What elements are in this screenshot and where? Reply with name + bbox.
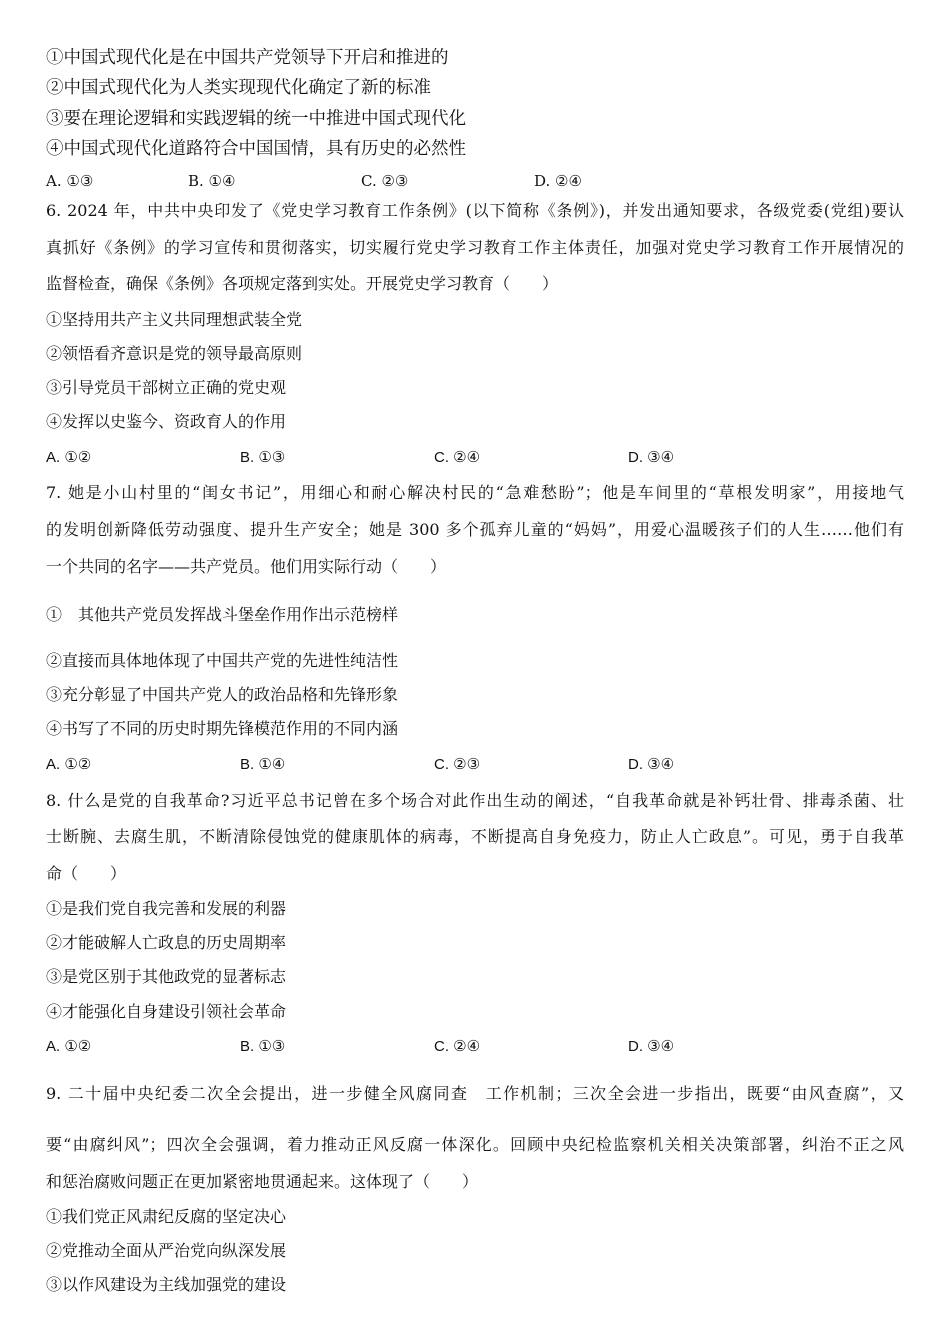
q6-stem-line-3: 监督检查，确保《条例》各项规定落到实处。开展党史学习教育（ ） <box>46 274 559 293</box>
q5-item-1: ①中国式现代化是在中国共产党领导下开启和推进的 <box>46 48 449 68</box>
q8-item-1: ①是我们党自我完善和发展的利器 <box>46 899 287 918</box>
q8-stem-line-1: 8. 什么是党的自我革命?习近平总书记曾在多个场合对此作出生动的阐述，“自我革命就是补钙壮骨、排毒杀菌、壮 <box>46 791 904 810</box>
q6-option-d[interactable]: D. ③④ <box>628 449 675 466</box>
q6-item-3: ③引导党员干部树立正确的党史观 <box>46 378 287 397</box>
q9-stem-line-1: 9. 二十届中央纪委二次全会提出，进一步健全风腐同查 工作机制；三次全会进一步指出，既要“由风查腐”，又 <box>46 1084 904 1103</box>
q6-option-b[interactable]: B. ①③ <box>240 449 286 466</box>
q6-option-a[interactable]: A. ①② <box>46 449 92 466</box>
q7-option-b[interactable]: B. ①④ <box>240 756 286 773</box>
q8-stem-line-2: 士断腕、去腐生肌，不断清除侵蚀党的健康肌体的病毒，不断提高自身免疫力，防止人亡政息”。可见，勇于自我革 <box>46 827 904 846</box>
q7-stem-line-3: 一个共同的名字——共产党员。他们用实际行动（ ） <box>46 557 447 576</box>
q8-item-4: ④才能强化自身建设引领社会革命 <box>46 1002 287 1021</box>
q7-item-1: ① 其他共产党员发挥战斗堡垒作用作出示范榜样 <box>46 605 399 624</box>
q7-option-c[interactable]: C. ②③ <box>434 756 481 773</box>
q9-item-2: ②党推动全面从严治党向纵深发展 <box>46 1241 287 1260</box>
q8-option-d[interactable]: D. ③④ <box>628 1038 675 1055</box>
q7-item-2: ②直接而具体地体现了中国共产党的先进性纯洁性 <box>46 651 399 670</box>
q5-option-a[interactable]: A. ①③ <box>46 172 94 190</box>
q5-item-4: ④中国式现代化道路符合中国国情，具有历史的必然性 <box>46 139 466 159</box>
q9-item-1: ①我们党正风肃纪反腐的坚定决心 <box>46 1207 287 1226</box>
q7-item-3: ③充分彰显了中国共产党人的政治品格和先锋形象 <box>46 685 399 704</box>
q5-option-c[interactable]: C. ②③ <box>361 172 409 190</box>
q8-option-c[interactable]: C. ②④ <box>434 1038 481 1055</box>
q8-stem-line-3: 命（ ） <box>46 864 127 883</box>
q7-item-4: ④书写了不同的历史时期先锋模范作用的不同内涵 <box>46 719 399 738</box>
q6-item-1: ①坚持用共产主义共同理想武装全党 <box>46 310 303 329</box>
q8-item-3: ③是党区别于其他政党的显著标志 <box>46 967 287 986</box>
q7-stem-line-1: 7. 她是小山村里的“闺女书记”，用细心和耐心解决村民的“急难愁盼”；他是车间里的“草根发明家”，用接地气 <box>46 483 904 502</box>
q6-stem-line-2: 真抓好《条例》的学习宣传和贯彻落实，切实履行党史学习教育工作主体责任，加强对党史学习教育工作开展情况的 <box>46 238 904 257</box>
q6-option-c[interactable]: C. ②④ <box>434 449 481 466</box>
q9-stem-line-2: 要“由腐纠风”；四次全会强调，着力推动正风反腐一体深化。回顾中央纪检监察机关相关决策部署，纠治不正之风 <box>46 1135 904 1154</box>
q6-stem-line-1: 6. 2024 年，中共中央印发了《党史学习教育工作条例》(以下简称《条例》)，并发出通知要求，各级党委(党组)要认 <box>46 201 904 220</box>
q8-item-2: ②才能破解人亡政息的历史周期率 <box>46 933 287 952</box>
q9-item-3: ③以作风建设为主线加强党的建设 <box>46 1275 287 1294</box>
q6-item-2: ②领悟看齐意识是党的领导最高原则 <box>46 344 303 363</box>
q5-item-2: ②中国式现代化为人类实现现代化确定了新的标准 <box>46 78 431 98</box>
q7-stem-line-2: 的发明创新降低劳动强度、提升生产安全；她是 300 多个孤弃儿童的“妈妈”，用爱心温暖孩子们的人生……他们有 <box>46 520 904 539</box>
q5-item-3: ③要在理论逻辑和实践逻辑的统一中推进中国式现代化 <box>46 109 466 129</box>
q5-option-b[interactable]: B. ①④ <box>188 172 236 190</box>
q6-item-4: ④发挥以史鉴今、资政育人的作用 <box>46 412 287 431</box>
q7-option-d[interactable]: D. ③④ <box>628 756 675 773</box>
q8-option-a[interactable]: A. ①② <box>46 1038 92 1055</box>
q8-option-b[interactable]: B. ①③ <box>240 1038 286 1055</box>
q9-stem-line-3: 和惩治腐败问题正在更加紧密地贯通起来。这体现了（ ） <box>46 1172 479 1191</box>
q7-option-a[interactable]: A. ①② <box>46 756 92 773</box>
q5-option-d[interactable]: D. ②④ <box>534 172 582 190</box>
